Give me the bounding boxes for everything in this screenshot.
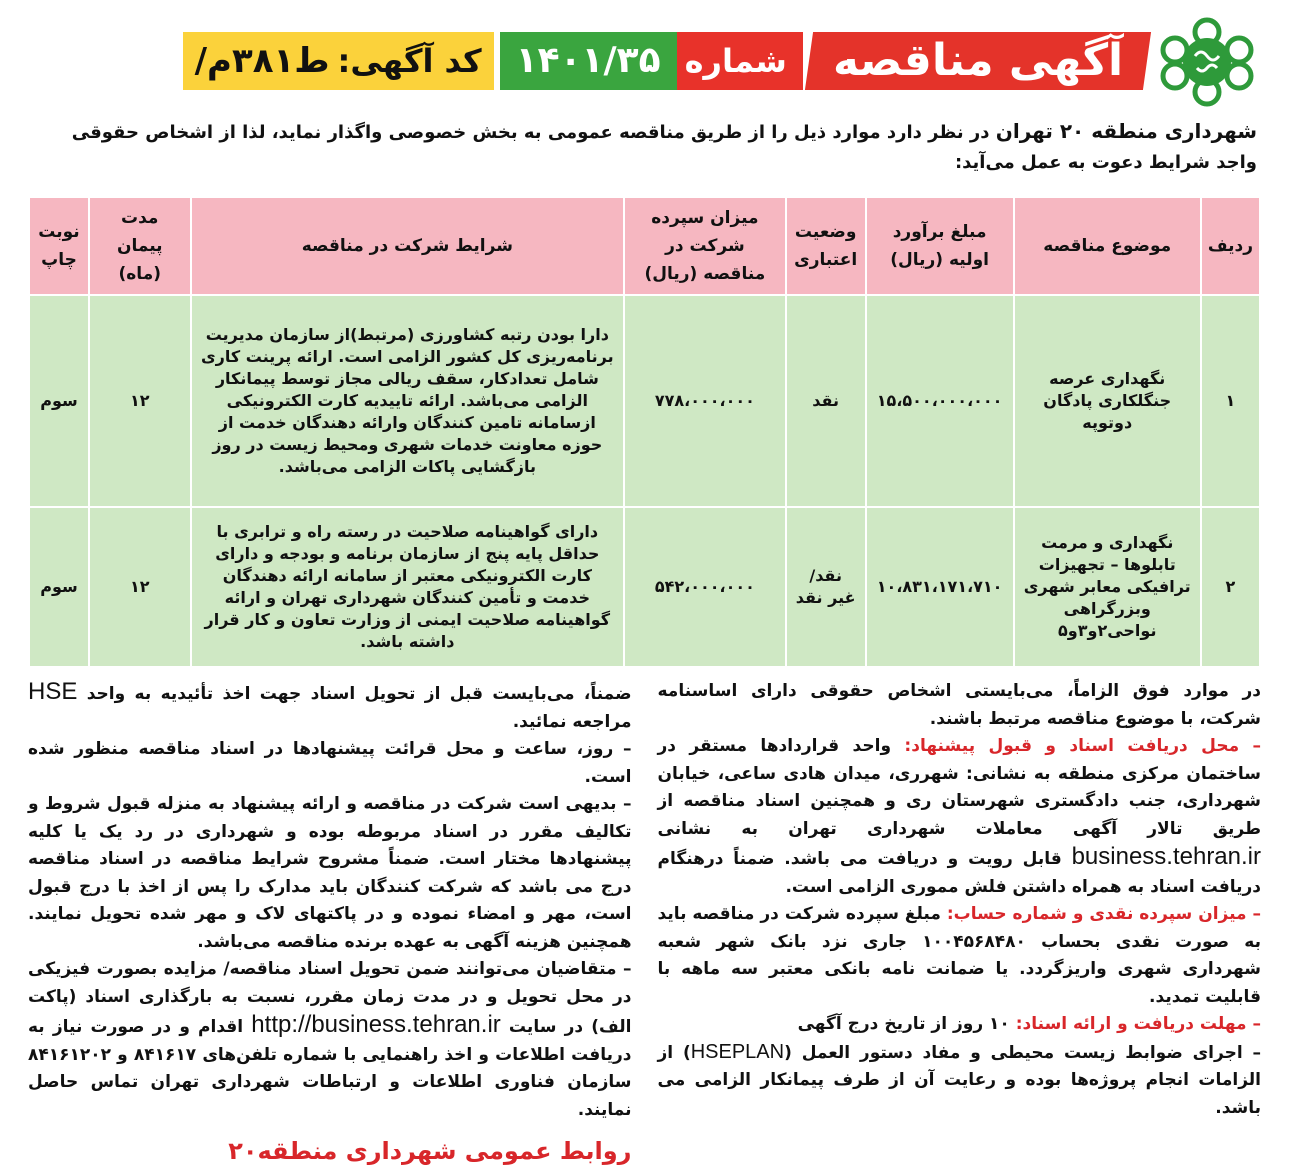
header-deposit: میزان سپرده شرکت در مناقصه (ریال) <box>624 197 786 295</box>
cell-conditions: دارا بودن رتبه کشاورزی (مرتبط)از سازمان مدیریت برنامه‌ریزی کل کشور الزامی است. ارائه پرینت کاری شامل تعدادکار، سقف ریالی مجاز توسط پیمانکار الزامی می‌باشد. ارائه تاییدیه کارت الکترونیکی ازسامانه تامین کنندگان وارائه دهندگان خدمت از حوزه معاونت خدمات شهری ومحیط زیست در روز بازگشایی پاکات الزامی می‌باشد. <box>191 295 625 507</box>
deadline-title: – مهلت دریافت و ارائه اسناد: <box>1015 1014 1261 1034</box>
hse-code: HSE <box>28 678 78 705</box>
cell-deposit: ۵۴۲،۰۰۰،۰۰۰ <box>624 507 786 667</box>
hseplan-text-b: ) از الزامات انجام پروژه‌ها بوده و رعایت آن از طرف پیمانکار الزامی می باشد. <box>657 1042 1261 1118</box>
document-location-text-a: واحد قراردادها مستقر در ساختمان مرکزی منطقه به نشانی: شهرری، میدان هادی ساعی، خیابان شهرداری، جنب دادگستری شهرستان ری و همچنین اسناد مناقصه از طریق تالار آگهی معاملات شهرداری تهران به نشانی <box>657 736 1261 839</box>
hseplan-section <box>658 1039 1262 1123</box>
cell-subject: نگهداری عرصه جنگلکاری پادگان دوتوپه <box>1014 295 1201 507</box>
ad-code-value: ط۳۸۱م/ <box>194 41 330 81</box>
hse-note-text-b: مراجعه نمائید. <box>512 711 632 732</box>
header-credit: وضعیت اعتباری <box>786 197 866 295</box>
cell-credit: نقد/ غیر نقد <box>786 507 866 667</box>
deposit-title: – میزان سپرده نقدی و شماره حساب: <box>946 904 1261 924</box>
upload-note <box>28 956 632 1124</box>
table-header-row <box>29 197 1260 295</box>
business-site-link[interactable]: business.tehran.ir <box>1071 843 1261 870</box>
header-row-number: ردیف <box>1201 197 1260 295</box>
header-print-round: نوبت چاپ <box>29 197 89 295</box>
upload-note-text-b: اقدام و در صورت نیاز به دریافت اطلاعات و اخذ راهنمایی با شماره تلفن‌های ۸۴۱۶۱۷ و ۸۴۱۶۱۲۰۲ سازمان فناوری اطلاعات و ارتباطات شهرداری تهران تماس حاصل نمایند. <box>28 1017 632 1120</box>
document-location-title: – محل دریافت اسناد و قبول پیشنهاد: <box>904 736 1261 756</box>
acceptance-terms-note: – بدیهی است شرکت در مناقصه و ارائه پیشنهاد به منزله قبول شروط و تکالیف مقرر در اسناد مربوطه بوده و شهرداری در رد یک یا کلیه پیشنهادها مختار است. ضمناً مشروح شرایط مناقصه در اسناد مناقصه درج می باشد که شرکت کنندگان باید مدارک را پس از اخذ با درج قبول است، مهر و امضاء نموده و در پاکتهای لاک و مهر شده تحویل نمایند. همچنین هزینه آگهی به عهده برنده مناقصه می‌باشد. <box>28 794 632 952</box>
intro-text: در نظر دارد موارد ذیل را از طریق مناقصه عمومی به بخش خصوصی واگذار نماید، لذا از اشخاص حقوقی واجد شرایط دعوت به عمل می‌آید: <box>71 122 1257 173</box>
cell-estimate: ۱۰،۸۳۱،۱۷۱،۷۱۰ <box>866 507 1014 667</box>
deposit-section <box>658 901 1262 1011</box>
cell-subject: نگهداری و مرمت تابلوها – تجهیزات ترافیکی معابر شهری وبزرگراهی نواحی۲و۳و۵ <box>1014 507 1201 667</box>
intro-lead: شهرداری منطقه ۲۰ تهران <box>995 119 1257 143</box>
document-location-section <box>658 733 1262 901</box>
hse-note <box>28 678 632 736</box>
header-conditions: شرایط شرکت در مناقصه <box>191 197 625 295</box>
header-estimate: مبلغ برآورد اولیه (ریال) <box>866 197 1014 295</box>
ad-code-label: کد آگهی: <box>337 42 482 80</box>
notice-number-label: شماره <box>684 42 787 80</box>
cell-duration: ۱۲ <box>89 507 191 667</box>
hseplan-code: HSEPLAN <box>690 1040 785 1063</box>
deadline-section <box>658 1011 1262 1039</box>
notice-body-columns <box>28 678 1261 1166</box>
cell-credit: نقد <box>786 295 866 507</box>
notice-header <box>28 14 1261 110</box>
cell-estimate: ۱۵،۵۰۰،۰۰۰،۰۰۰ <box>866 295 1014 507</box>
deposit-text: مبلغ سپرده شرکت در مناقصه باید به صورت نقدی بحساب ۱۰۰۴۵۶۸۴۸۰ جاری نزد بانک شهر شعبه شهرداری شهری واریزگردد. یا ضمانت نامه بانکی معتبر سه ماهه با قابلیت تمدید. <box>657 904 1261 1007</box>
opening-time-note: – روز، ساعت و محل قرائت پیشنهادها در اسناد مناقصه منظور شده است. <box>28 739 632 787</box>
right-column <box>658 678 1262 1166</box>
cell-row-number: ۲ <box>1201 507 1260 667</box>
ad-code-box <box>183 32 494 90</box>
title-banner <box>183 32 1147 90</box>
cell-print-round: سوم <box>29 295 89 507</box>
intro-paragraph <box>28 116 1261 178</box>
left-column <box>28 678 632 1166</box>
upload-note-text-a: – متقاضیان می‌توانند ضمن تحویل اسناد مناقصه/ مزایده بصورت فیزیکی در محل تحویل و در مدت زمان مقرر، نسبت به بارگذاری اسناد (پاکت الف) در سایت <box>28 959 632 1037</box>
deadline-text: ۱۰ روز از تاریخ درج آگهی <box>797 1014 1016 1034</box>
cell-print-round: سوم <box>29 507 89 667</box>
hseplan-text-a: – اجرای ضوابط زیست محیطی و مفاد دستور العمل ( <box>784 1042 1261 1063</box>
table-row <box>29 507 1260 667</box>
cell-deposit: ۷۷۸،۰۰۰،۰۰۰ <box>624 295 786 507</box>
cell-conditions: دارای گواهینامه صلاحیت در رسته راه و ترابری با حداقل پایه پنج از سازمان برنامه و بودجه و دارای کارت الکترونیکی معتبر از سامانه ارائه دهندگان خدمت و تأمین کنندگان شهرداری تهران و ارائه گواهینامه صلاحیت ایمنی از وزارت تعاون و کار قرار داشته باشد. <box>191 507 625 667</box>
document-location-text-b: قابل رویت و دریافت می باشد. ضمناً درهنگام دریافت اسناد به همراه داشتن فلش مموری الزامی است. <box>657 849 1261 897</box>
notice-number-value: ۱۴۰۱/۳۵ <box>500 32 677 90</box>
hse-note-text-a: ضمناً، می‌بایست قبل از تحویل اسناد جهت اخذ تأئیدیه به واحد <box>77 684 632 704</box>
cell-duration: ۱۲ <box>89 295 191 507</box>
header-duration: مدت پیمان (ماه) <box>89 197 191 295</box>
cell-row-number: ۱ <box>1201 295 1260 507</box>
table-row <box>29 295 1260 507</box>
tender-table <box>28 196 1261 668</box>
public-relations-signature: روابط عمومی شهرداری منطقه۲۰ <box>228 1137 632 1165</box>
ad-title: آگهی مناقصه <box>805 32 1151 90</box>
notice-number-box <box>500 32 803 90</box>
business-site-url-link[interactable]: http://business.tehran.ir <box>251 1011 501 1038</box>
header-subject: موضوع مناقصه <box>1014 197 1201 295</box>
tehran-municipality-logo-icon <box>1153 14 1261 110</box>
legal-entity-note: در موارد فوق الزاماً، می‌بایستی اشخاص حقوقی دارای اساسنامه شرکت، با موضوع مناقصه مرتبط باشند. <box>657 681 1261 729</box>
